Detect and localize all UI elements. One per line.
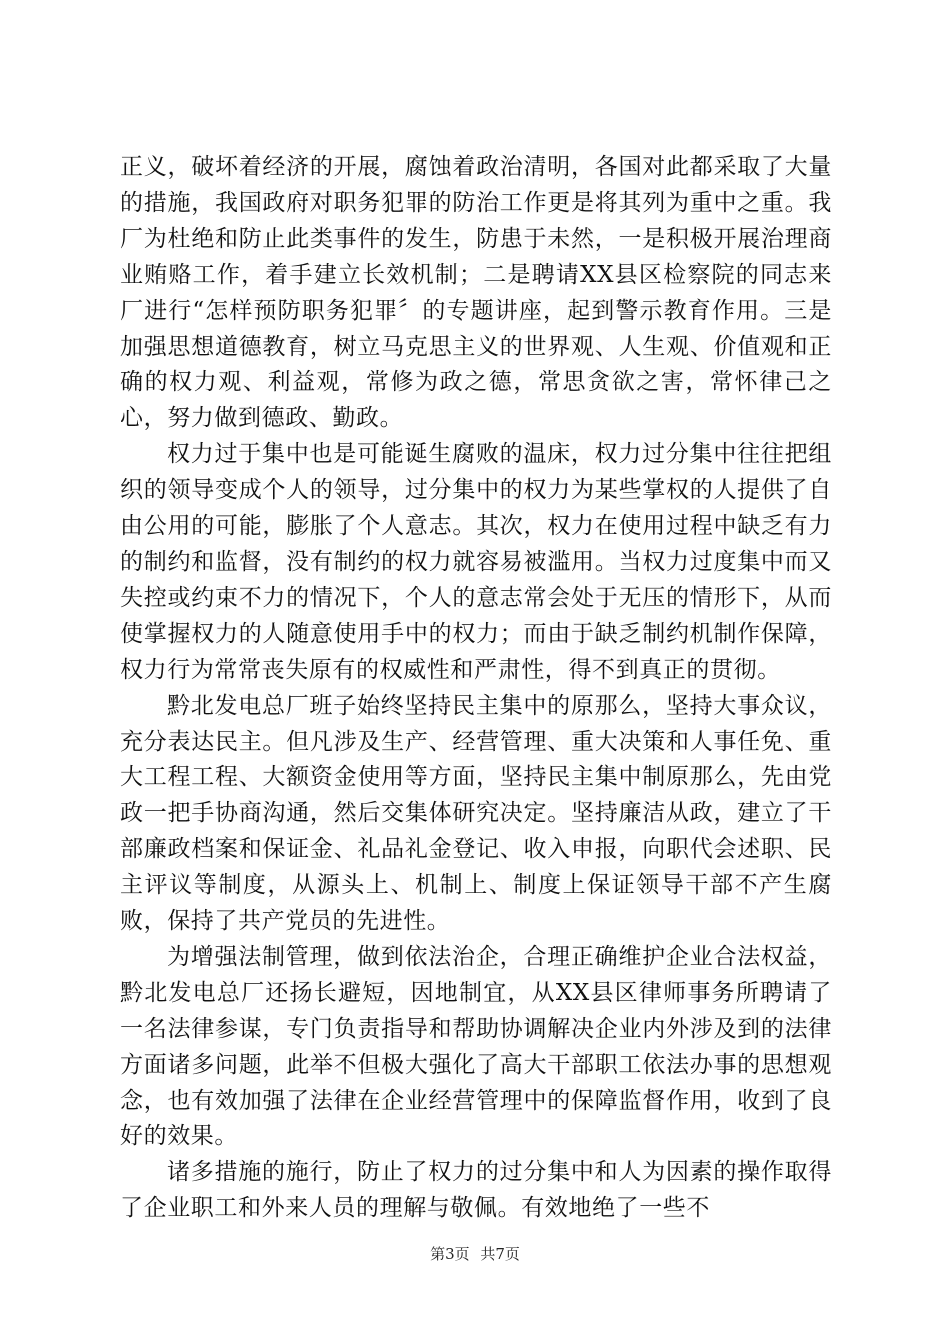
- page-number: 第3页: [430, 1245, 470, 1263]
- page-total: 共7页: [480, 1245, 520, 1263]
- paragraph-democratic-centralism: 黔北发电总厂班子始终坚持民主集中的原那么，坚持大事众议，充分表达民主。但凡涉及生产、经营管理、重大决策和人事任免、重大工程工程、大额资金使用等方面，坚持民主集中制原那么，先由党政一把手协商沟通，然后交集体研究决定。坚持廉洁从政，建立了干部廉政档案和保证金、礼品礼金登记、收入申报，向职代会述职、民主评议等制度，从源头上、机制上、制度上保证领导干部不产生腐败，保持了共产党员的先进性。: [120, 692, 832, 935]
- paragraph-continuation: 正义，破坏着经济的开展，腐蚀着政治清明，各国对此都采取了大量的措施，我国政府对职务犯罪的防治工作更是将其列为重中之重。我厂为杜绝和防止此类事件的发生，防患于未然，一是积极开展治理商业贿赂工作，着手建立长效机制；二是聘请XX县区检察院的同志来厂进行“怎样预防职务犯罪〞的专题讲座，起到警示教育作用。三是加强思想道德教育，树立马克思主义的世界观、人生观、价值观和正确的权力观、利益观，常修为政之德，常思贪欲之害，常怀律己之心，努力做到德政、勤政。: [120, 154, 832, 432]
- paragraph-legal-management: 为增强法制管理，做到依法治企，合理正确维护企业合法权益，黔北发电总厂还扬长避短，因地制宜，从XX县区律师事务所聘请了一名法律参谋，专门负责指导和帮助协调解决企业内外涉及到的法律方面诸多问题，此举不但极大强化了高大干部职工依法办事的思想观念，也有效加强了法律在企业经营管理中的保障监督作用，收到了良好的效果。: [120, 943, 832, 1150]
- paragraph-power-concentration: 权力过于集中也是可能诞生腐败的温床，权力过分集中往往把组织的领导变成个人的领导，过分集中的权力为某些掌权的人提供了自由公用的可能，膨胀了个人意志。其次，权力在使用过程中缺乏有力的制约和监督，没有制约的权力就容易被滥用。当权力过度集中而又失控或约束不力的情况下，个人的意志常会处于无压的情形下，从而使掌握权力的人随意使用手中的权力；而由于缺乏制约机制作保障，权力行为常常丧失原有的权威性和严肃性，得不到真正的贯彻。: [120, 441, 832, 683]
- paragraph-measures-results: 诸多措施的施行，防止了权力的过分集中和人为因素的操作取得了企业职工和外来人员的理解与敬佩。有效地绝了一些不: [120, 1159, 832, 1222]
- page-footer: [0, 1244, 950, 1264]
- document-body: [120, 150, 832, 1227]
